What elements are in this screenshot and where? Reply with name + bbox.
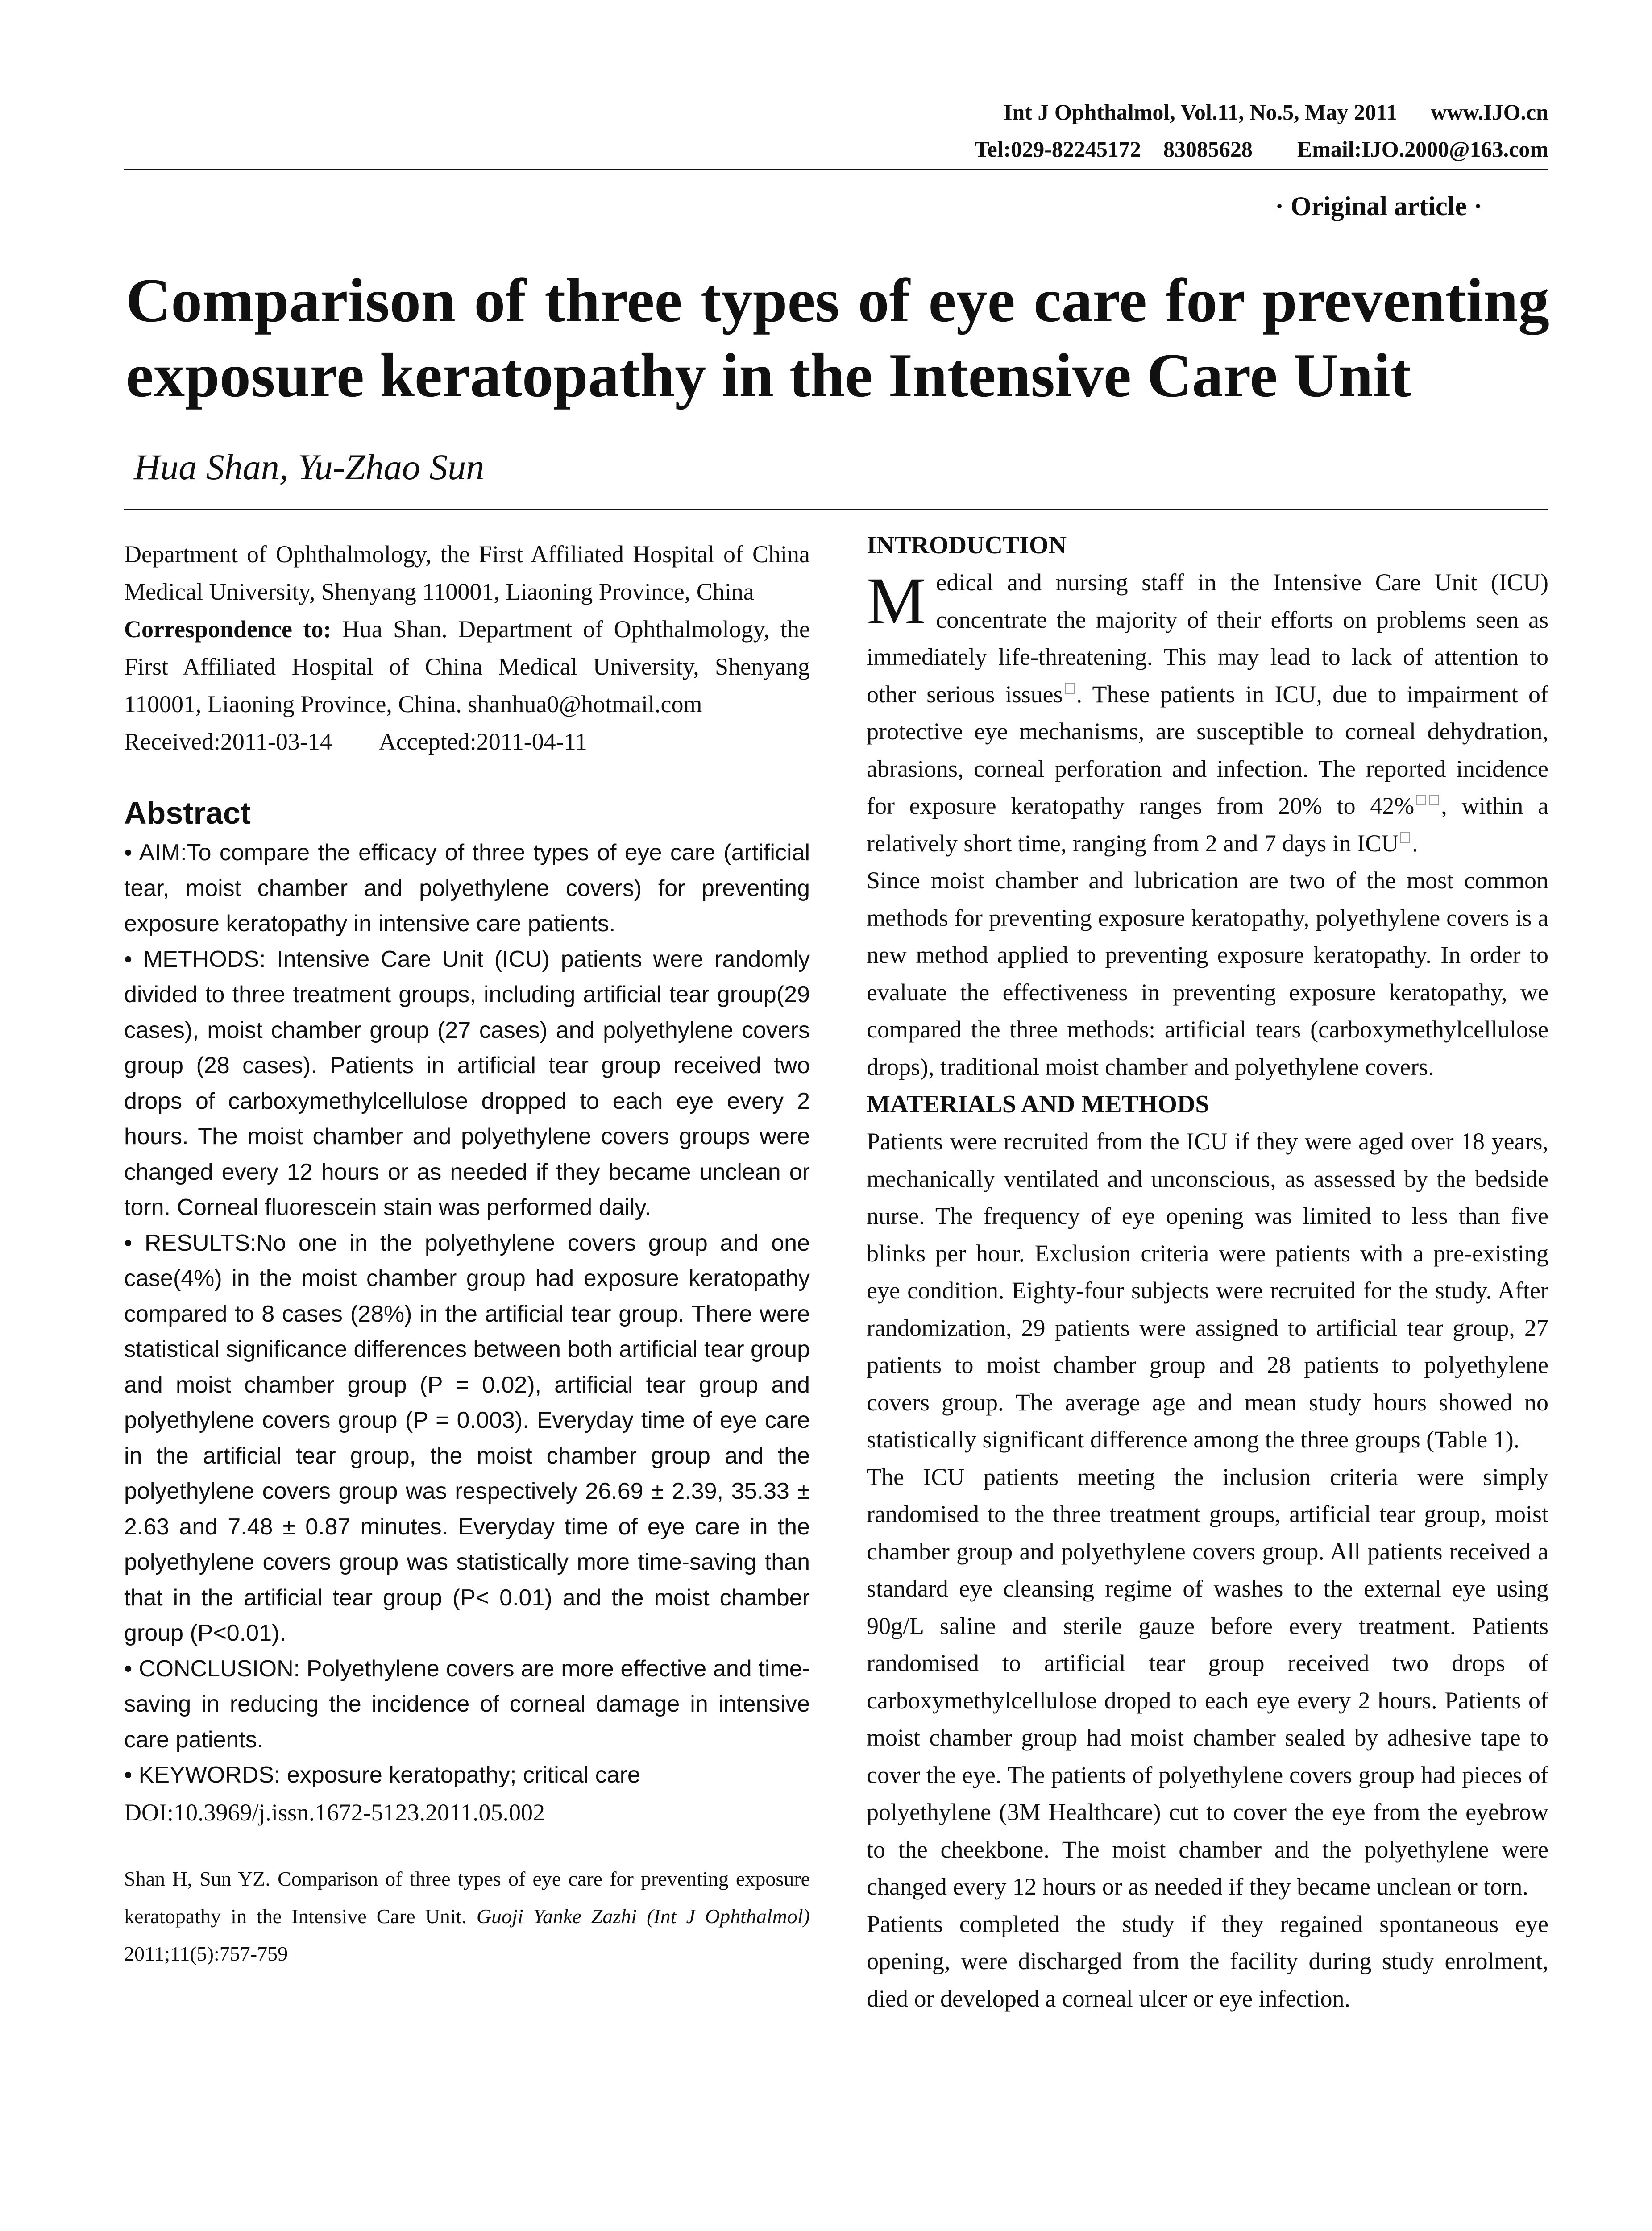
correspondence-text: Hua Shan. Department of Ophthalmology, the First Affiliated Hospital of China Medical University, Shenyang 110001, Liaoning Province, China. shanhua0@hotmail.com bbox=[124, 616, 810, 717]
right-column bbox=[867, 527, 1548, 2017]
reference-marker bbox=[1429, 795, 1439, 805]
methods-paragraph-1: Patients were recruited from the ICU if they were aged over 18 years, mechanically ventilated and unconscious, as assessed by the bedside nurse. The frequency of eye opening was limited to less than five blinks per hour. Exclusion criteria were patients with a pre-existing eye condition. Eighty-four subjects were recruited for the study. After randomization, 29 patients were assigned to artificial tear group, 27 patients to moist chamber group and 28 patients to polyethylene covers group. The average age and mean study hours showed no statistically significant difference among the three groups (Table 1). bbox=[867, 1128, 1548, 1453]
intro-p1-a: edical and nursing staff in the Intensive Care Unit (ICU) concentrate the majority of their efforts on problems seen as immediately life-threatening. This may lead to lack of attention to other serious issues bbox=[867, 569, 1548, 708]
introduction-heading: INTRODUCTION bbox=[867, 531, 1067, 559]
abstract-methods: • METHODS: Intensive Care Unit (ICU) patients were randomly divided to three treatment groups, including artificial tear group(29 cases), moist chamber group (27 cases) and polyethylene covers group (28 cases). Patients in artificial tear group received two drops of carboxymethylcellulose dropped to each eye every 2 hours. The moist chamber and polyethylene covers groups were changed every 12 hours or as needed if they became unclean or torn. Corneal fluorescein stain was performed daily. bbox=[124, 946, 810, 1220]
intro-paragraph-2: Since moist chamber and lubrication are two of the most common methods for preventing exposure keratopathy, polyethylene covers is a new method applied to preventing exposure keratopathy. In order to evaluate the effectiveness in preventing exposure keratopathy, we compared the three methods: artificial tears (carboxymethylcellulose drops), traditional moist chamber and polyethylene covers. bbox=[867, 867, 1548, 1080]
intro-p1-d: . bbox=[1412, 829, 1418, 857]
left-column bbox=[124, 527, 810, 1973]
doi: DOI:10.3969/j.issn.1672-5123.2011.05.002 bbox=[124, 1799, 545, 1826]
title-line-1: Comparison of three types of eye care for preventing bbox=[126, 266, 1549, 335]
citation-main: Shan H, Sun YZ. Comparison of three types of eye care for preventing exposure keratopathy in the Intensive Care Unit. bbox=[124, 1867, 810, 1928]
methods-heading: MATERIALS AND METHODS bbox=[867, 1091, 1209, 1118]
citation-journal: Guoji Yanke Zazhi (Int J Ophthalmol) bbox=[476, 1904, 810, 1928]
citation-tail: 2011;11(5):757-759 bbox=[124, 1942, 288, 1965]
correspondence bbox=[124, 610, 810, 723]
authors-rule bbox=[124, 509, 1548, 510]
reference-marker bbox=[1416, 795, 1426, 805]
header-rule bbox=[124, 169, 1548, 170]
reference-marker bbox=[1400, 832, 1410, 843]
abstract-aim: • AIM:To compare the efficacy of three types of eye care (artificial tear, moist chamber and polyethylene covers) for preventing exposure keratopathy in intensive care patients. bbox=[124, 840, 810, 937]
intro-paragraph-1 bbox=[867, 564, 1548, 862]
intro-p1-b: . These patients in ICU, due to impairment of protective eye mechanisms, are susceptible to corneal dehydration, abrasions, corneal perforation and infection. The reported incidence for exposure keratopathy ranges from 20% to 42% bbox=[867, 680, 1549, 819]
journal-contact-line: Tel:029-82245172 83085628 Email:IJO.2000@163.com bbox=[974, 137, 1548, 162]
article-type-label: · Original article · bbox=[1275, 191, 1482, 221]
received-accepted-dates: Received:2011-03-14 Accepted:2011-04-11 bbox=[124, 728, 587, 755]
affiliation: Department of Ophthalmology, the First Affiliated Hospital of China Medical University, Shenyang 110001, Liaoning Province, China bbox=[124, 541, 810, 605]
reference-marker bbox=[1065, 683, 1075, 694]
article-title bbox=[126, 263, 1549, 413]
journal-info-line: Int J Ophthalmol, Vol.11, No.5, May 2011 www.IJO.cn bbox=[1003, 100, 1548, 124]
abstract-heading: Abstract bbox=[124, 796, 251, 830]
citation bbox=[124, 1860, 810, 1973]
methods-paragraph-2: The ICU patients meeting the inclusion criteria were simply randomised to the three treatment groups, artificial tear group, moist chamber group and polyethylene covers group. All patients received a standard eye cleansing regime of washes to the external eye using 90g/L saline and sterile gauze before every treatment. Patients randomised to artificial tear group received two drops of carboxymethylcellulose droped to each eye every 2 hours. Patients of moist chamber group had moist chamber sealed by adhesive tape to cover the eye. The patients of polyethylene covers group had pieces of polyethylene (3M Healthcare) cut to cover the eye from the eyebrow to the cheekbone. The moist chamber and the polyethylene were changed every 12 hours or as needed if they became unclean or torn. bbox=[867, 1463, 1548, 1900]
abstract-conclusion: • CONCLUSION: Polyethylene covers are more effective and time-saving in reducing the incidence of corneal damage in intensive care patients. bbox=[124, 1655, 810, 1753]
correspondence-label: Correspondence to: bbox=[124, 616, 332, 643]
methods-paragraph-3: Patients completed the study if they regained spontaneous eye opening, were discharged from the facility during study enrolment, died or developed a corneal ulcer or eye infection. bbox=[867, 1910, 1548, 2012]
abstract-results: • RESULTS:No one in the polyethylene covers group and one case(4%) in the moist chamber group had exposure keratopathy compared to 8 cases (28%) in the artificial tear group. There were statistical significance differences between both artificial tear group and moist chamber group (P = 0.02), artificial tear group and polyethylene covers group (P = 0.003). Everyday time of eye care in the artificial tear group, the moist chamber group and the polyethylene covers group was respectively 26.69 ± 2.39, 35.33 ± 2.63 and 7.48 ± 0.87 minutes. Everyday time of eye care in the polyethylene covers group was statistically more time-saving than that in the artificial tear group (P< 0.01) and the moist chamber group (P<0.01). bbox=[124, 1230, 810, 1646]
abstract-keywords: • KEYWORDS: exposure keratopathy; critical care bbox=[124, 1762, 640, 1788]
authors: Hua Shan, Yu-Zhao Sun bbox=[134, 447, 485, 487]
intro-p1-c: , within a relatively short time, ranging from 2 and 7 days in ICU bbox=[867, 792, 1548, 857]
title-line-2: exposure keratopathy in the Intensive Care Unit bbox=[126, 341, 1411, 410]
drop-cap: M bbox=[867, 564, 926, 638]
